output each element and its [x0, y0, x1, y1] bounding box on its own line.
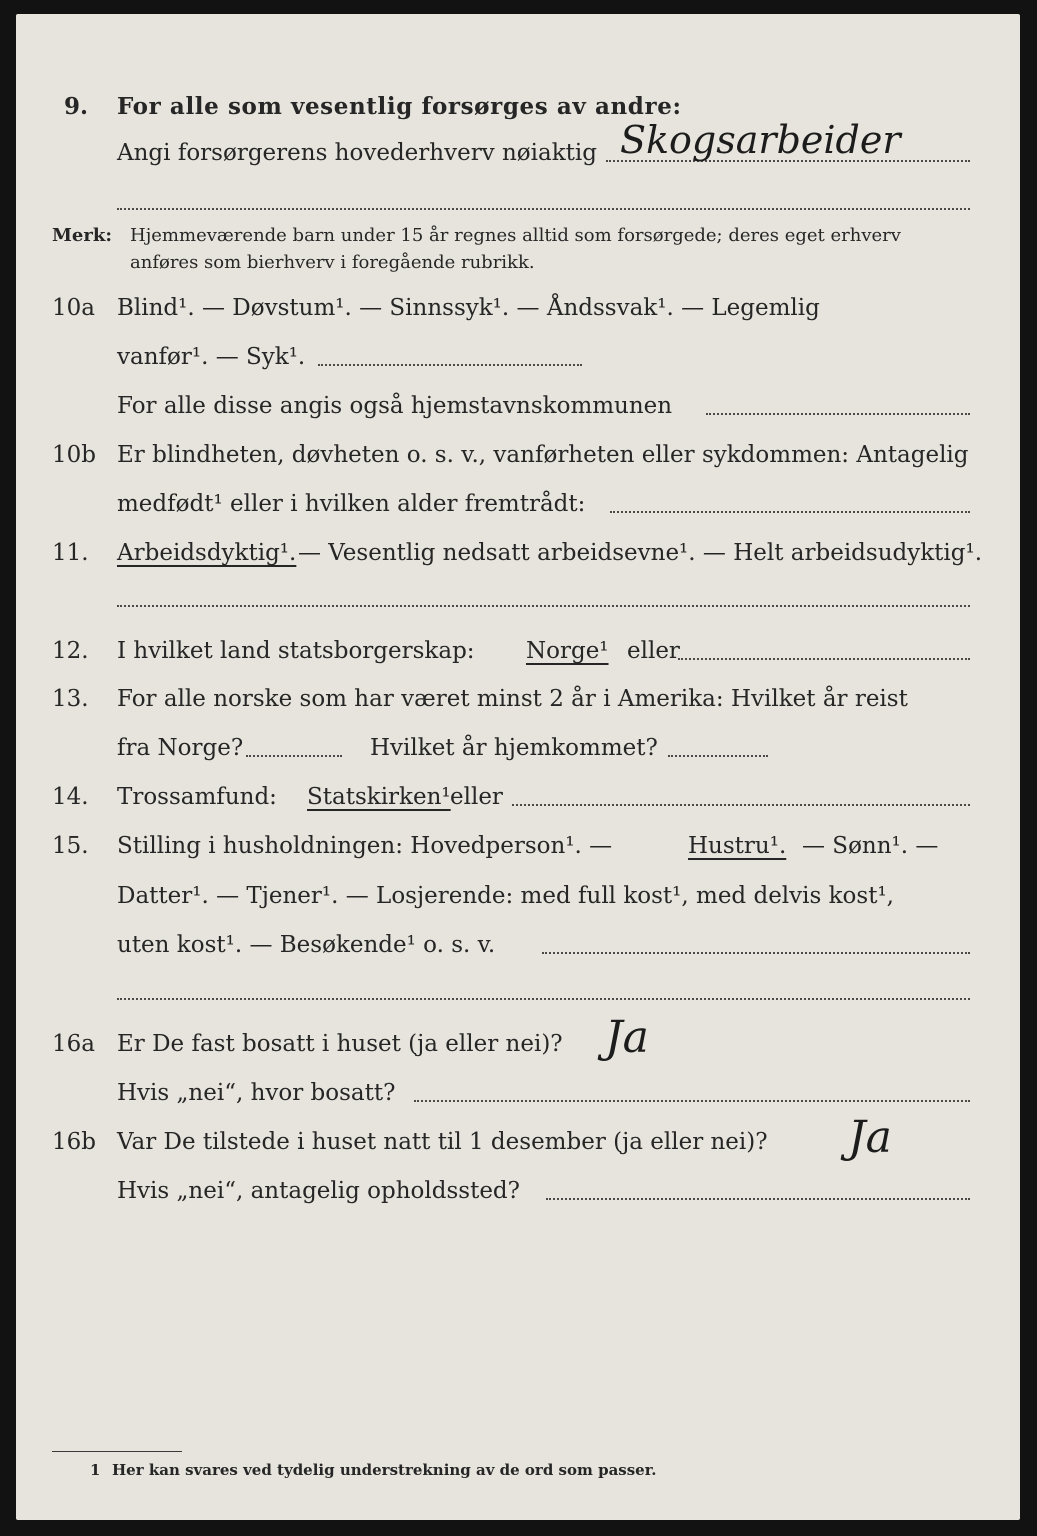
q9-number: 9.: [64, 93, 89, 120]
q12-text: I hvilket land statsborgerskap:: [117, 638, 475, 664]
q16b-answer-line: [546, 1198, 970, 1200]
q10a-number: 10a: [52, 295, 95, 321]
q11-option-selected: Arbeidsdyktig¹.: [117, 540, 297, 566]
q10a-line1: Blind¹. — Døvstum¹. — Sinnssyk¹. — Åndssvak¹. — Legemlig: [117, 295, 820, 321]
q14-number: 14.: [52, 784, 89, 810]
footnote-mark: 1: [90, 1461, 101, 1479]
note-line1: Hjemmeværende barn under 15 år regnes alltid som forsørgede; deres eget erhverv: [130, 225, 901, 246]
q13-line1: For alle norske som har været minst 2 år i Amerika: Hvilket år reist: [117, 686, 908, 712]
q14-answer-line: [512, 804, 970, 806]
q10b-number: 10b: [52, 442, 96, 468]
q10b-line2: medfødt¹ eller i hvilken alder fremtrådt:: [117, 491, 586, 517]
q10a-sick-line: [318, 364, 582, 366]
footnote-rule: [52, 1451, 182, 1452]
q9-handwritten-answer: Skogsarbeider: [620, 118, 901, 162]
q12-answer-line: [678, 658, 970, 660]
q16a-line1: Er De fast bosatt i huset (ja eller nei)?: [117, 1031, 563, 1057]
q11-rest: — Vesentlig nedsatt arbeidsevne¹. — Helt arbeidsudyktig¹.: [298, 540, 983, 566]
q15-extra-line: [117, 998, 970, 1000]
q16a-handwritten-answer: Ja: [605, 1012, 649, 1063]
note-label: Merk:: [52, 225, 112, 246]
q16b-number: 16b: [52, 1129, 96, 1155]
q11-extra-line: [117, 605, 970, 607]
q10a-municipality-line: [706, 413, 970, 415]
q10b-answer-line: [610, 511, 970, 513]
q13-line2a: fra Norge?: [117, 735, 244, 761]
q16b-line1: Var De tilstede i huset natt til 1 desember (ja eller nei)?: [117, 1129, 768, 1155]
q15-line1a: Stilling i husholdningen: Hovedperson¹. —: [117, 833, 613, 859]
q14-text: Trossamfund:: [117, 784, 277, 810]
q12-number: 12.: [52, 638, 89, 664]
q15-line1c: — Sønn¹. —: [802, 833, 939, 859]
note-line2: anføres som bierhverv i foregående rubrikk.: [130, 252, 535, 273]
q9-extra-line: [117, 208, 970, 210]
q16a-line2: Hvis „nei“, hvor bosatt?: [117, 1080, 396, 1106]
q15-line3: uten kost¹. — Besøkende¹ o. s. v.: [117, 932, 496, 958]
q10b-line1: Er blindheten, døvheten o. s. v., vanførheten eller sykdommen: Antagelig: [117, 442, 969, 468]
q14-option-other: eller: [450, 784, 503, 810]
q12-option-selected: Norge¹: [526, 638, 609, 664]
q16b-handwritten-answer: Ja: [848, 1112, 892, 1163]
q10a-line3: For alle disse angis også hjemstavnskommunen: [117, 393, 673, 419]
q10a-line2: vanfør¹. — Syk¹.: [117, 344, 306, 370]
q15-number: 15.: [52, 833, 89, 859]
q15-line2: Datter¹. — Tjener¹. — Losjerende: med full kost¹, med delvis kost¹,: [117, 883, 894, 909]
q11-number: 11.: [52, 540, 89, 566]
q13-number: 13.: [52, 686, 89, 712]
q13-departure-line: [246, 755, 342, 757]
q14-option-selected: Statskirken¹: [307, 784, 451, 810]
footnote-text: Her kan svares ved tydelig understrekning av de ord som passer.: [112, 1461, 657, 1479]
q13-line2b: Hvilket år hjemkommet?: [370, 735, 658, 761]
q13-return-line: [668, 755, 768, 757]
q9-line2: Angi forsørgerens hovederhverv nøiaktig: [117, 140, 597, 166]
q9-line1: For alle som vesentlig forsørges av andre:: [117, 93, 682, 120]
q15-answer-line: [542, 952, 970, 954]
q16a-number: 16a: [52, 1031, 95, 1057]
q16b-line2: Hvis „nei“, antagelig opholdssted?: [117, 1178, 520, 1204]
q15-option-selected: Hustru¹.: [688, 833, 787, 859]
q16a-answer-line: [414, 1100, 970, 1102]
q12-option-other: eller: [627, 638, 680, 664]
